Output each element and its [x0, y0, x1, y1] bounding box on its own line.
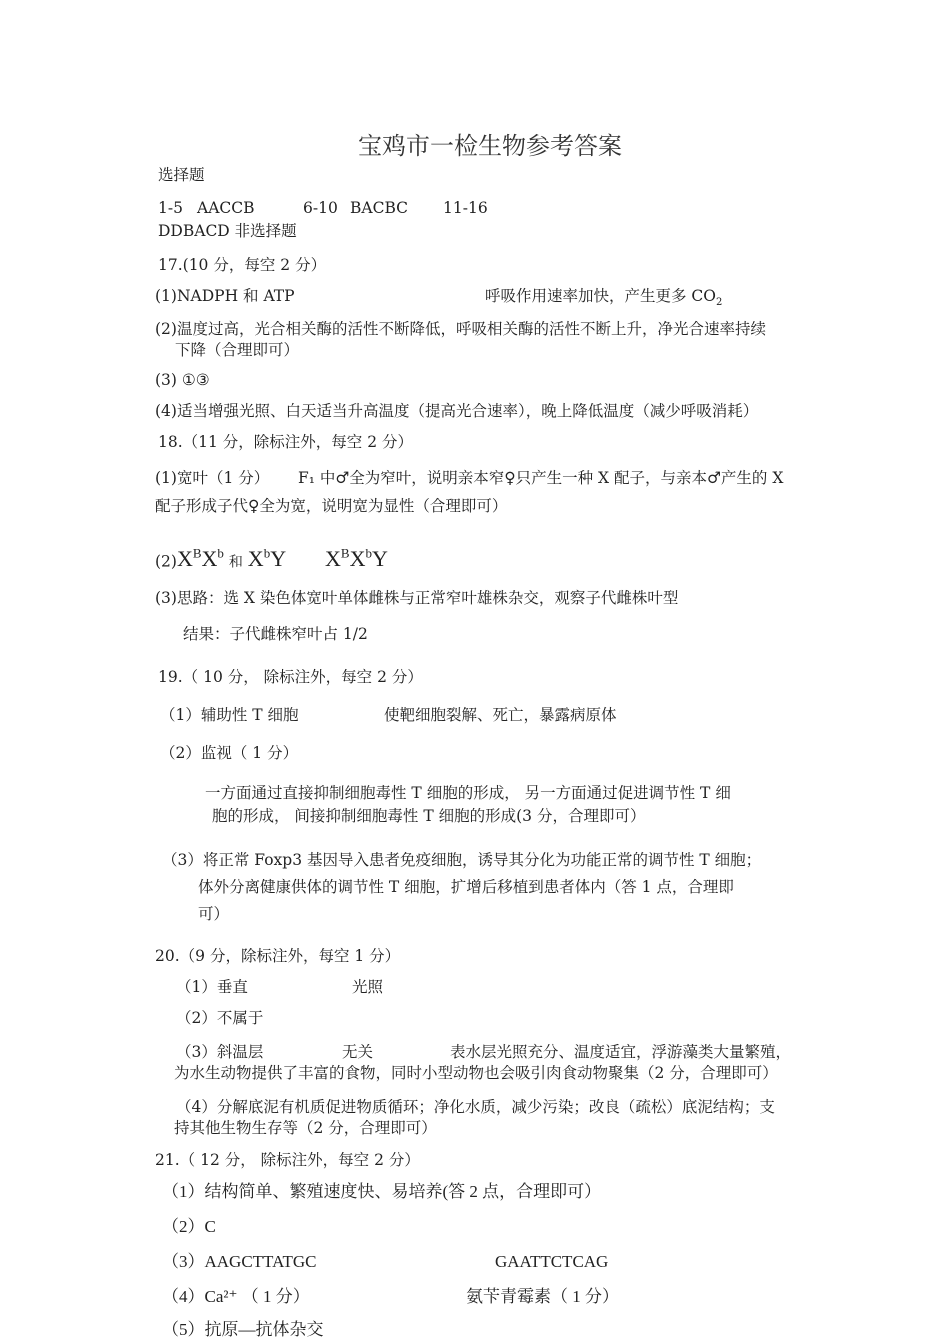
section-heading-nonchoice: 非选择题 [234, 222, 297, 240]
choice-group-answers: AACCB [197, 199, 255, 217]
answer-line: 配子形成子代♀全为宽，说明宽为显性（合理即可） [155, 497, 508, 515]
question-heading: 20.（9 分，除标注外，每空 1 分） [155, 947, 401, 965]
genotype: $X^BX^bY$ [325, 546, 388, 572]
question-heading: 18.（11 分，除标注外，每空 2 分） [158, 433, 414, 451]
answer-line: （1）辅助性 T 细胞 [160, 706, 299, 724]
answer-line: 为水生动物提供了丰富的食物，同时小型动物也会吸引肉食动物聚集（2 分，合理即可） [174, 1064, 778, 1082]
conjunction: 和 [228, 554, 243, 571]
answer-label: (2) [155, 552, 177, 571]
answer-line [485, 286, 722, 313]
answer-line: 结果：子代雌株窄叶占 1/2 [183, 625, 368, 643]
choice-group-label: 6-10 [303, 199, 338, 217]
answer-line: 表水层光照充分、温度适宜，浮游藻类大量繁殖， [450, 1043, 792, 1061]
question-heading: 21.（ 12 分， 除标注外，每空 2 分） [155, 1151, 420, 1169]
answer-line: 下降（合理即可） [175, 341, 300, 359]
answer-line: （3）斜温层 [176, 1043, 264, 1061]
answer-line: 胞的形成， 间接抑制细胞毒性 T 细胞的形成(3 分，合理即可） [212, 807, 646, 825]
question-heading: 17.(10 分，每空 2 分） [158, 256, 327, 274]
choice-group-answers: DDBACD [158, 222, 230, 240]
question-heading: 19.（ 10 分， 除标注外，每空 2 分） [158, 668, 423, 686]
answer-line: F₁ 中♂全为窄叶，说明亲本窄♀只产生一种 X 配子，与亲本♂产生的 X [298, 469, 784, 487]
genotype: $X^bY$ [247, 546, 287, 572]
answer-line: 体外分离健康供体的调节性 T 细胞，扩增后移植到患者体内（答 1 点，合理即 [198, 878, 734, 896]
answer-line: (3) ①③ [155, 371, 210, 389]
answer-line: GAATTCTCAG [495, 1252, 609, 1271]
answer-line: 无关 [342, 1043, 374, 1061]
subscript: 2 [716, 297, 723, 309]
answer-line: (1)宽叶（1 分） [155, 469, 270, 487]
answer-line: （2）C [162, 1217, 216, 1236]
answer-line: (4)适当增强光照、白天适当升高温度（提高光合速率），晚上降低温度（减少呼吸消耗） [155, 402, 759, 420]
answer-line: （4）Ca²⁺ （ 1 分） [162, 1287, 310, 1306]
answer-line: 可） [198, 905, 230, 923]
answer-line: （4）分解底泥有机质促进物质循环；净化水质，减少污染；改良（疏松）底泥结构；支 [176, 1098, 775, 1116]
genotype: $X^BX^b$ [176, 546, 224, 572]
answer-line: 光照 [352, 978, 384, 996]
choice-group-label: 11-16 [443, 199, 488, 217]
answer-line: （1）垂直 [176, 978, 248, 996]
answer-line: 使靶细胞裂解、死亡，暴露病原体 [384, 706, 617, 724]
choice-group-label: 1-5 [158, 199, 183, 217]
answer-text: 呼吸作用速率加快，产生更多 CO [485, 287, 716, 305]
answer-line: (1)NADPH 和 ATP [155, 287, 295, 305]
genotype-line [155, 544, 388, 572]
page-title: 宝鸡市一检生物参考答案 [358, 132, 622, 160]
section-heading-choice: 选择题 [158, 166, 205, 184]
answer-line: （1）结构简单、繁殖速度快、易培养(答 2 点，合理即可） [162, 1182, 602, 1201]
answer-line: （5）抗原—抗体杂交 [162, 1320, 324, 1339]
answer-line: （3）将正常 Foxp3 基因导入患者免疫细胞，诱导其分化为功能正常的调节性 T 细胞； [162, 851, 762, 869]
answer-line: (3)思路：选 X 染色体宽叶单体雌株与正常窄叶雄株杂交，观察子代雌株叶型 [155, 589, 679, 607]
answer-line: 一方面通过直接抑制细胞毒性 T 细胞的形成， 另一方面通过促进调节性 T 细 [205, 784, 731, 802]
answer-line: （3）AAGCTTATGC [162, 1252, 317, 1271]
choice-group-answers: BACBC [350, 199, 408, 217]
answer-line: （2）不属于 [176, 1009, 264, 1027]
answer-line: （2）监视（ 1 分） [160, 744, 299, 762]
choice-group-answers-line [158, 221, 297, 241]
answer-line: 持其他生物生存等（2 分，合理即可） [174, 1119, 437, 1137]
answer-line: (2)温度过高，光合相关酶的活性不断降低，呼吸相关酶的活性不断上升，净光合速率持续 [155, 320, 766, 338]
answer-line: 氨苄青霉素（ 1 分） [466, 1287, 619, 1306]
